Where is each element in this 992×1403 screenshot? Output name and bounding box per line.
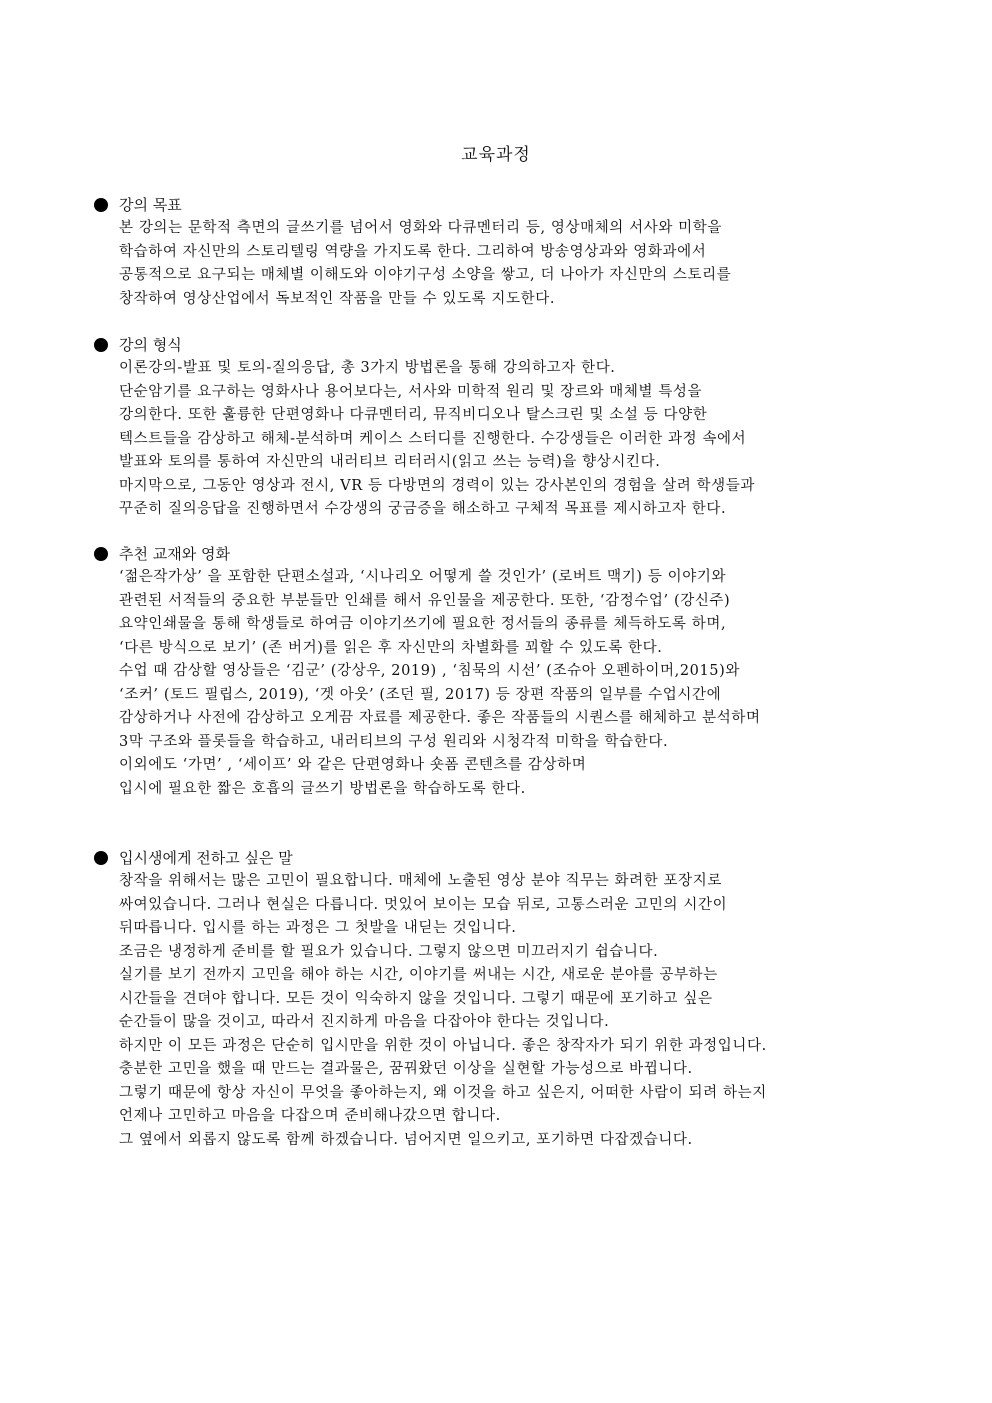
paragraph-line: ‘조커’ (토드 필립스, 2019), ‘겟 아웃’ (조던 필, 2017) 등 장편 작품의 일부를 수업시간에 xyxy=(119,686,722,703)
paragraph-line: 언제나 고민하고 마음을 다잡으며 준비해나갔으면 합니다. xyxy=(119,1108,501,1124)
section-heading xyxy=(94,194,914,217)
paragraph-line: 학습하여 자신만의 스토리텔링 역량을 가지도록 한다. 그리하여 방송영상과와 영화과에서 xyxy=(119,243,707,260)
paragraph-line: 3막 구조와 플롯들을 학습하고, 내러티브의 구성 원리와 시청각적 미학을 학습한다. xyxy=(119,733,669,750)
section-message-to-applicants xyxy=(94,847,914,1152)
paragraph-line: 입시에 필요한 짧은 호흡의 글쓰기 방법론을 학습하도록 한다. xyxy=(119,780,526,797)
bullet-circle-icon xyxy=(94,198,108,212)
section-heading xyxy=(94,543,914,566)
paragraph-line: 창작하여 영상산업에서 독보적인 작품을 만들 수 있도록 지도한다. xyxy=(119,290,556,307)
section-heading-label: 강의 형식 xyxy=(119,336,182,354)
section-heading-label: 강의 목표 xyxy=(119,196,182,214)
paragraph-line: 꾸준히 질의응답을 진행하면서 수강생의 궁금증을 해소하고 구체적 목표를 제시하고자 한다. xyxy=(119,501,727,517)
paragraph-line: 마지막으로, 그동안 영상과 전시, VR 등 다방면의 경력이 있는 강사본인의 경험을 살려 학생들과 xyxy=(119,477,755,494)
paragraph-line: 순간들이 많을 것이고, 따라서 진지하게 마음을 다잡아야 한다는 것입니다. xyxy=(119,1014,610,1030)
paragraph-line: ‘다른 방식으로 보기’ (존 버거)를 읽은 후 자신만의 차별화를 꾀할 수 있도록 한다. xyxy=(119,639,663,656)
paragraph-line: 공통적으로 요구되는 매체별 이해도와 이야기구성 소양을 쌓고, 더 나아가 자신만의 스토리를 xyxy=(119,267,732,283)
paragraph-line: 이론강의-발표 및 토의-질의응답, 총 3가지 방법론을 통해 강의하고자 한다. xyxy=(119,360,616,376)
paragraph-line: 싸여있습니다. 그러나 현실은 다릅니다. 멋있어 보이는 모습 뒤로, 고통스러운 고민의 시간이 xyxy=(119,896,728,913)
section-heading xyxy=(94,334,914,357)
section-heading-label: 추천 교재와 영화 xyxy=(119,545,230,563)
paragraph-line: 본 강의는 문학적 측면의 글쓰기를 넘어서 영화와 다큐멘터리 등, 영상매체의 서사와 미학을 xyxy=(119,220,722,236)
paragraph-line: 실기를 보기 전까지 고민을 해야 하는 시간, 이야기를 써내는 시간, 새로운 분야를 공부하는 xyxy=(119,967,718,983)
paragraph-line: 충분한 고민을 했을 때 만드는 결과물은, 꿈꿔왔던 이상을 실현할 가능성으로 바뀝니다. xyxy=(119,1061,693,1077)
paragraph-line: 요약인쇄물을 통해 학생들로 하여금 이야기쓰기에 필요한 정서들의 종류를 체득하도록 하며, xyxy=(119,616,727,632)
paragraph-line: 그 옆에서 외롭지 않도록 함께 하겠습니다. 넘어지면 일으키고, 포기하면 다잡겠습니다. xyxy=(119,1131,693,1148)
paragraph-line: 관련된 서적들의 중요한 부분들만 인쇄를 해서 유인물을 제공한다. 또한, ‘감정수업’ (강신주) xyxy=(119,592,731,609)
section-recommended-materials xyxy=(94,543,914,801)
bullet-circle-icon xyxy=(94,851,108,865)
paragraph-line: 강의한다. 또한 훌륭한 단편영화나 다큐멘터리, 뮤직비디오나 탈스크린 및 소설 등 다양한 xyxy=(119,407,708,423)
paragraph-line: 하지만 이 모든 과정은 단순히 입시만을 위한 것이 아닙니다. 좋은 창작자가 되기 위한 과정입니다. xyxy=(119,1037,767,1054)
paragraph-line: 수업 때 감상할 영상들은 ‘김군’ (강상우, 2019) , ‘침묵의 시선’ (조슈아 오펜하이머,2015)와 xyxy=(119,663,740,679)
paragraph-line: 그렇기 때문에 항상 자신이 무엇을 좋아하는지, 왜 이것을 하고 싶은지, 어떠한 사람이 되려 하는지 xyxy=(119,1084,767,1101)
page-title: 교육과정 xyxy=(461,145,531,165)
section-heading-label: 입시생에게 전하고 싶은 말 xyxy=(119,849,293,867)
section-heading xyxy=(94,847,914,870)
paragraph-line: 창작을 위해서는 많은 고민이 필요합니다. 매체에 노출된 영상 분야 직무는 화려한 포장지로 xyxy=(119,873,722,889)
paragraph-line: ‘젊은작가상’ 을 포함한 단편소설과, ‘시나리오 어떻게 쓸 것인가’ (로버트 맥기) 등 이야기와 xyxy=(119,569,727,585)
bullet-circle-icon xyxy=(94,547,108,561)
section-course-goal xyxy=(94,194,914,311)
paragraph-line: 감상하거나 사전에 감상하고 오게끔 자료를 제공한다. 좋은 작품들의 시퀀스를 해체하고 분석하며 xyxy=(119,710,761,726)
paragraph-line: 조금은 냉정하게 준비를 할 필요가 있습니다. 그렇지 않으면 미끄러지기 쉽습니다. xyxy=(119,943,659,960)
paragraph-line: 발표와 토의를 통하여 자신만의 내러티브 리터러시(읽고 쓰는 능력)을 향상시킨다. xyxy=(119,454,661,470)
paragraph-line: 시간들을 견뎌야 합니다. 모든 것이 익숙하지 않을 것입니다. 그렇기 때문에 포기하고 싶은 xyxy=(119,990,713,1007)
bullet-circle-icon xyxy=(94,338,108,352)
section-course-format xyxy=(94,334,914,522)
paragraph-line: 단순암기를 요구하는 영화사나 용어보다는, 서사와 미학적 원리 및 장르와 매체별 특성을 xyxy=(119,383,703,400)
paragraph-line: 텍스트들을 감상하고 해체-분석하며 케이스 스터디를 진행한다. 수강생들은 이러한 과정 속에서 xyxy=(119,430,747,447)
paragraph-line: 이외에도 ‘가면’ , ‘세이프’ 와 같은 단편영화나 숏폼 콘텐츠를 감상하며 xyxy=(119,757,587,773)
paragraph-line: 뒤따릅니다. 입시를 하는 과정은 그 첫발을 내딛는 것입니다. xyxy=(119,920,517,936)
